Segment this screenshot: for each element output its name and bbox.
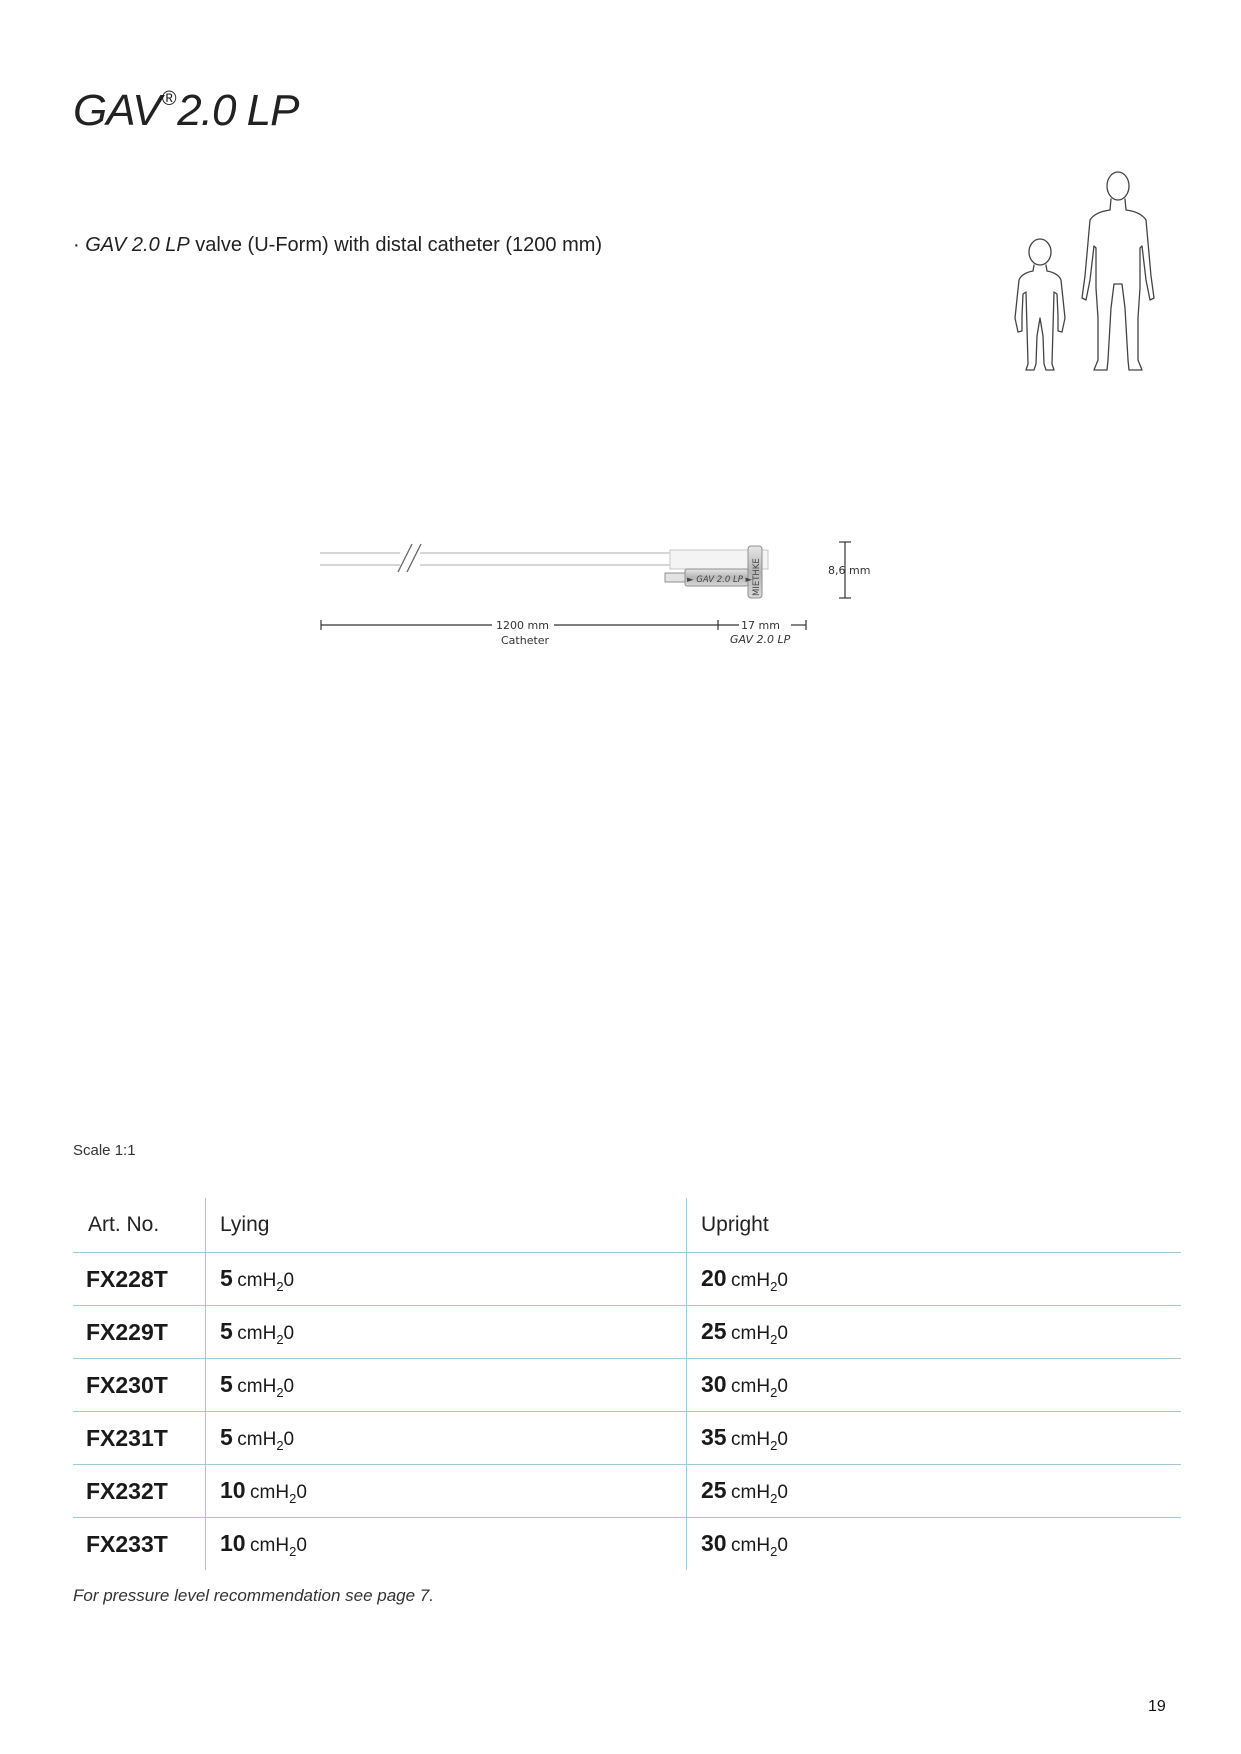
- header-lying: Lying: [206, 1198, 687, 1253]
- lying-cell: 5 cmH$_2$0: [206, 1359, 687, 1412]
- upright-value: 30: [701, 1529, 727, 1556]
- product-bullet: · GAV 2.0 LP valve (U-Form) with distal catheter (1200 mm): [73, 234, 603, 256]
- table-row: [73, 1518, 1181, 1571]
- table-row: [73, 1253, 1181, 1306]
- header-art-no: Art. No.: [73, 1198, 206, 1253]
- catheter-tube: [320, 553, 670, 565]
- lying-value: 5: [220, 1370, 233, 1397]
- page-title: GAV®2.0 LP: [73, 86, 299, 135]
- pressure-table: [73, 1198, 1181, 1570]
- break-mark: [398, 544, 421, 572]
- lying-value: 5: [220, 1423, 233, 1450]
- upright-cell: 25 cmH$_2$0: [687, 1306, 1182, 1359]
- table-row: [73, 1465, 1181, 1518]
- length-dimension: [321, 620, 806, 630]
- lying-cell: 10 cmH$_2$0: [206, 1465, 687, 1518]
- height-label: 8,6 mm: [828, 564, 871, 577]
- art-no-cell: FX231T: [73, 1412, 206, 1465]
- upright-value: 30: [701, 1370, 727, 1397]
- catheter-label: Catheter: [501, 634, 550, 647]
- inlet-connector: [665, 573, 685, 582]
- adult-child-silhouettes-icon: [1010, 168, 1160, 378]
- lying-cell: 10 cmH$_2$0: [206, 1518, 687, 1571]
- lying-value: 5: [220, 1264, 233, 1291]
- upright-cell: 20 cmH$_2$0: [687, 1253, 1182, 1306]
- page-number: 19: [1148, 1698, 1166, 1715]
- upright-cell: 35 cmH$_2$0: [687, 1412, 1182, 1465]
- upright-value: 20: [701, 1264, 727, 1291]
- scale-label: Scale 1:1: [73, 1142, 136, 1159]
- table-row: [73, 1359, 1181, 1412]
- valve-imprint: ► GAV 2.0 LP ►: [687, 575, 753, 585]
- art-no-cell: FX232T: [73, 1465, 206, 1518]
- footnote: For pressure level recommendation see page 7.: [73, 1586, 434, 1605]
- header-upright: Upright: [687, 1198, 1182, 1253]
- upright-value: 35: [701, 1423, 727, 1450]
- lying-cell: 5 cmH$_2$0: [206, 1253, 687, 1306]
- upright-cell: 30 cmH$_2$0: [687, 1518, 1182, 1571]
- registered-mark: ®: [161, 88, 176, 111]
- upright-cell: 25 cmH$_2$0: [687, 1465, 1182, 1518]
- art-no-cell: FX230T: [73, 1359, 206, 1412]
- table-row: [73, 1306, 1181, 1359]
- lying-value: 10: [220, 1529, 246, 1556]
- upright-value: 25: [701, 1476, 727, 1503]
- upright-cell: 30 cmH$_2$0: [687, 1359, 1182, 1412]
- child-silhouette-icon: [1015, 239, 1065, 370]
- lying-cell: 5 cmH$_2$0: [206, 1412, 687, 1465]
- catheter-length: 1200 mm: [496, 619, 549, 632]
- lying-value: 5: [220, 1317, 233, 1344]
- table-header-row: [73, 1198, 1181, 1253]
- art-no-cell: FX229T: [73, 1306, 206, 1359]
- table-row: [73, 1412, 1181, 1465]
- valve-drawing: [320, 540, 900, 660]
- art-no-cell: FX233T: [86, 1530, 168, 1557]
- art-no-cell: FX228T: [73, 1253, 206, 1306]
- valve-length-label: GAV 2.0 LP: [730, 633, 791, 646]
- brand-imprint: MIETHKE: [752, 558, 762, 596]
- valve-length: 17 mm: [741, 619, 780, 632]
- lying-cell: 5 cmH$_2$0: [206, 1306, 687, 1359]
- lying-value: 10: [220, 1476, 246, 1503]
- adult-silhouette-icon: [1082, 172, 1154, 370]
- upright-value: 25: [701, 1317, 727, 1344]
